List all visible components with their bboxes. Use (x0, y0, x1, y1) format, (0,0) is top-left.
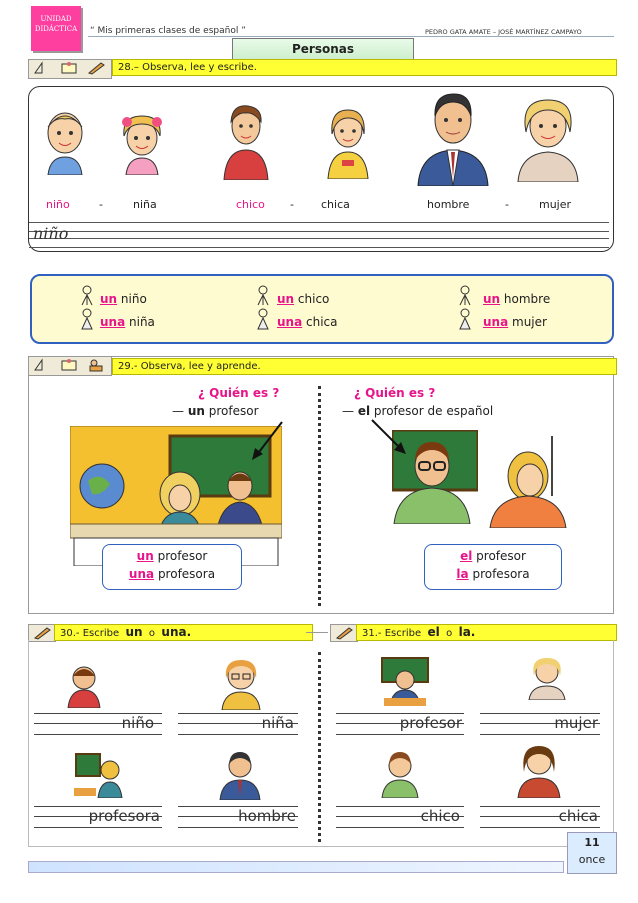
teen-boy-icon (380, 750, 420, 798)
word-nina: niña (133, 198, 157, 211)
book-icon (59, 358, 79, 372)
noun-profesor-de-espanol: profesor de español (373, 404, 494, 418)
exercise-30-title (54, 624, 313, 641)
answer-mujer: mujer (554, 714, 598, 732)
noun-nina: niña (129, 315, 155, 329)
pencil-icon (334, 626, 354, 640)
right-question (354, 386, 435, 400)
unit-label-1: UNIDAD (40, 15, 72, 23)
word-dash-1: - (99, 198, 103, 211)
noun-chico: chico (297, 292, 330, 306)
ex30-bar-line (306, 632, 328, 633)
ex30-opt-un: un (125, 625, 143, 639)
man-illustration (414, 88, 492, 186)
word-chica: chica (321, 198, 350, 211)
pair-nino-nina (100, 288, 155, 334)
female-teacher-illustration (486, 436, 572, 528)
page-number: 11 (584, 836, 600, 849)
noun-nino: niño (120, 292, 147, 306)
ex31-opt-el: el (427, 625, 440, 639)
girl-illustration (118, 110, 166, 175)
article-una: una (100, 315, 126, 329)
unit-label-2: DIDÁCTICA (34, 25, 78, 33)
noun-chica: chica (306, 315, 338, 329)
woman-icon (526, 654, 568, 700)
pair-chico-chica (277, 288, 338, 334)
ex30-prefix: 30.- Escribe (60, 628, 120, 639)
boy-girl-figures-icon (80, 285, 94, 331)
exercise-29-icons (28, 356, 112, 376)
word-hombre: hombre (427, 198, 470, 211)
word-nino: niño (46, 198, 70, 211)
male-teacher-icon (380, 656, 430, 706)
noun-profesor: profesor (476, 549, 526, 563)
answer-profesora: profesora (88, 807, 160, 825)
noun-profesora: profesora (472, 567, 530, 581)
answer-nino: niño (121, 714, 154, 732)
ex31-or: o (446, 628, 453, 639)
pencil-icon (86, 61, 106, 75)
adult-figures-icon (458, 285, 472, 331)
noun-mujer: mujer (512, 315, 547, 329)
article-el: el (460, 549, 473, 563)
book-title: “ Mis primeras clases de español ” (90, 26, 246, 36)
indefinite-articles-box (102, 544, 242, 590)
man-icon (218, 750, 262, 800)
boy-illustration (40, 105, 90, 175)
dash: — (172, 404, 184, 418)
article-el: el (357, 404, 371, 418)
article-un: un (483, 292, 501, 306)
footer-bar (28, 861, 564, 873)
ex31-prefix: 31.- Escribe (362, 628, 422, 639)
article-un: un (277, 292, 295, 306)
girl-glasses-icon (218, 656, 264, 710)
article-una: una (277, 315, 303, 329)
noun-hombre: hombre (503, 292, 551, 306)
article-una: una (483, 315, 509, 329)
exercise-icons (28, 59, 112, 79)
pair-hombre-mujer (483, 288, 550, 334)
woman-illustration (514, 92, 582, 182)
authors: PEDRO GATA AMATE – JOSÉ MARTÍNEZ CAMPAYO (425, 28, 582, 36)
article-la: la (456, 567, 469, 581)
answer-nina: niña (261, 714, 294, 732)
word-dash-2: - (290, 198, 294, 211)
word-mujer: mujer (539, 198, 572, 211)
noun-profesor: profesor (157, 549, 208, 563)
page-title: Personas (232, 38, 414, 60)
teen-girl-illustration (322, 104, 374, 179)
female-teacher-icon (74, 752, 126, 798)
header-divider (88, 36, 614, 37)
article-un: un (187, 404, 205, 418)
definite-articles-box (424, 544, 562, 590)
answer-hombre: hombre (238, 807, 296, 825)
noun-profesor: profesor (208, 404, 259, 418)
answer-profesor: profesor (399, 714, 462, 732)
boy-icon (66, 662, 102, 708)
answer-chica: chica (558, 807, 598, 825)
right-answer (342, 404, 493, 418)
left-question (198, 386, 279, 400)
exercise-28-title: 28.– Observa, lee y escribe. (112, 59, 617, 76)
dotted-divider (318, 386, 321, 606)
article-un: un (100, 292, 118, 306)
answer-chico: chico (420, 807, 460, 825)
pencil-mark-icon (32, 61, 52, 75)
arrow-to-teacher (246, 420, 286, 460)
left-answer (172, 404, 259, 418)
pencil-icon (32, 626, 52, 640)
writing-lines[interactable] (29, 222, 609, 248)
page-number-box (567, 832, 617, 874)
ex31-opt-la: la. (458, 625, 476, 639)
pencil-mark-icon (32, 358, 52, 372)
cursive-example: niño (33, 224, 69, 243)
dotted-divider-2 (318, 652, 321, 842)
book-icon (59, 61, 79, 75)
teen-girl-icon (514, 742, 564, 798)
article-una: una (128, 567, 155, 581)
noun-profesora: profesora (157, 567, 216, 581)
reading-child-icon (86, 358, 106, 372)
question-quien-es: ¿ Quién es ? (354, 386, 436, 400)
unit-badge (31, 6, 81, 51)
page-word: once (578, 853, 606, 866)
question-quien-es: ¿ Quién es ? (198, 386, 280, 400)
teen-boy-illustration (218, 100, 274, 180)
teen-figures-icon (256, 285, 270, 331)
article-un: un (136, 549, 154, 563)
arrow-to-male-teacher (370, 414, 410, 454)
exercise-29-title: 29.- Observa, lee y aprende. (112, 358, 617, 375)
exercise-31-title (356, 624, 617, 641)
word-chico: chico (236, 198, 265, 211)
dash: — (342, 404, 354, 418)
word-dash-3: - (505, 198, 509, 211)
ex30-or: o (148, 628, 156, 639)
ex30-opt-una: una. (161, 625, 192, 639)
